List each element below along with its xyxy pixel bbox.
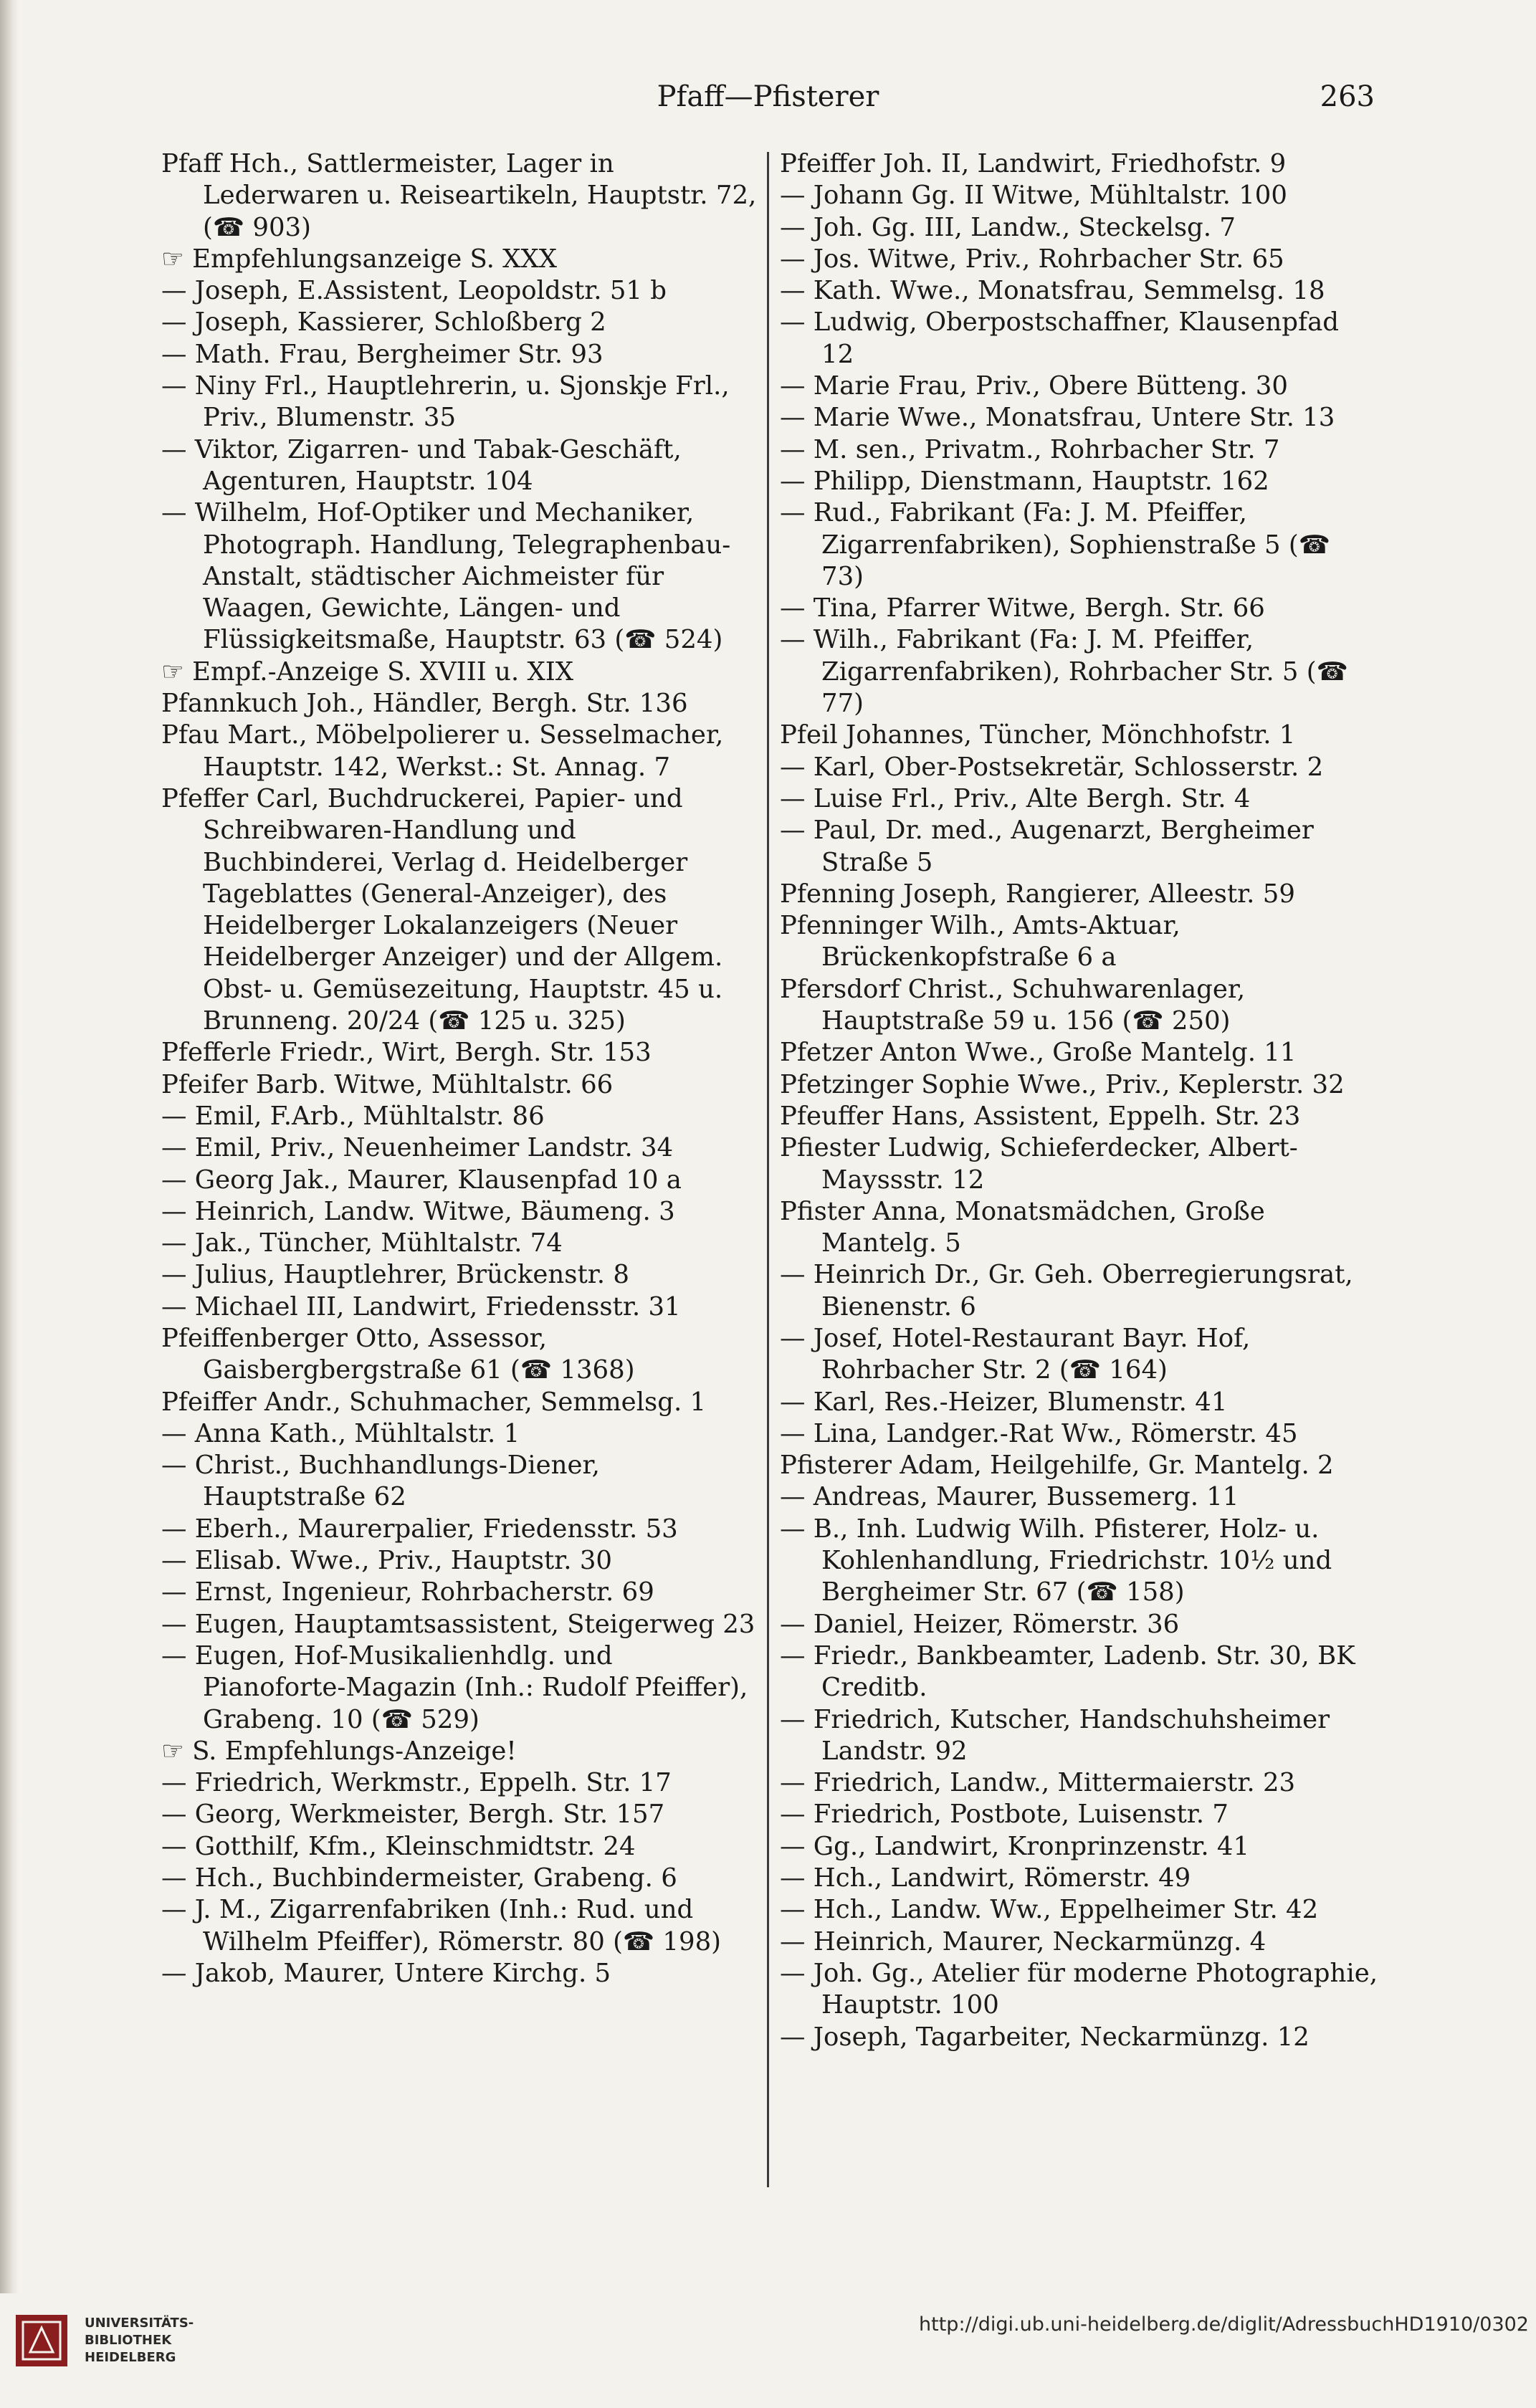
library-logo[interactable] [13, 2306, 386, 2378]
directory-entry: — Lina, Landger.-Rat Ww., Römerstr. 45 [780, 1418, 1298, 1448]
library-name-line2: BIBLIOTHEK [85, 2333, 172, 2348]
source-url[interactable]: http://digi.ub.uni-heidelberg.de/diglit/AdressbuchHD1910/0302 [919, 2313, 1529, 2336]
directory-entry: — Michael III, Landwirt, Friedensstr. 31 [161, 1291, 681, 1322]
directory-entry: — Ludwig, Oberpostschaffner, Klausenpfad 12 [780, 307, 1339, 369]
directory-entry: — Joseph, Kassierer, Schloßberg 2 [161, 307, 606, 338]
directory-entry: ☞ Empf.-Anzeige S. XVIII u. XIX [161, 656, 574, 687]
directory-entry: — Hch., Landwirt, Römerstr. 49 [780, 1863, 1191, 1893]
directory-entry: — Paul, Dr. med., Augenarzt, Bergheimer Straße 5 [780, 816, 1314, 877]
directory-entry: — Georg Jak., Maurer, Klausenpfad 10 a [161, 1165, 682, 1195]
directory-entry: — Wilhelm, Hof-Optiker und Mechaniker, Photograph. Handlung, Telegraphenbau-Anstalt, städtischer Aichmeister für Waagen, Gewichte, Längen- und Flüssigkeitsmaße, Hauptstr. 63 (☎ 524) [161, 498, 731, 655]
directory-entry: — Luise Frl., Priv., Alte Bergh. Str. 4 [780, 783, 1251, 813]
directory-entry: — Eugen, Hof-Musikalienhdlg. und Pianoforte-Magazin (Inh.: Rudolf Pfeiffer), Grabeng. 10 (☎ 529) [161, 1640, 748, 1734]
directory-entry: — Philipp, Dienstmann, Hauptstr. 162 [780, 466, 1269, 496]
directory-entry: — Viktor, Zigarren- und Tabak-Geschäft, Agenturen, Hauptstr. 104 [161, 434, 682, 496]
directory-entry: Pfefferle Friedr., Wirt, Bergh. Str. 153 [161, 1038, 652, 1068]
directory-entry: Pfisterer Adam, Heilgehilfe, Gr. Mantelg. 2 [780, 1451, 1334, 1481]
page-edge-shadow [0, 0, 19, 2293]
directory-entry: — Karl, Ober-Postsekretär, Schlosserstr. 2 [780, 752, 1324, 782]
directory-entry: — Rud., Fabrikant (Fa: J. M. Pfeiffer, Zigarrenfabriken), Sophienstraße 5 (☎ 73) [780, 498, 1330, 591]
directory-entry: — Josef, Hotel-Restaurant Bayr. Hof, Rohrbacher Str. 2 (☎ 164) [780, 1323, 1251, 1385]
directory-entry: ☞ Empfehlungsanzeige S. XXX [161, 244, 558, 274]
directory-entry: Pfersdorf Christ., Schuhwarenlager, Hauptstraße 59 u. 156 (☎ 250) [780, 974, 1246, 1036]
directory-entry: — Friedr., Bankbeamter, Ladenb. Str. 30, BK Creditb. [780, 1640, 1355, 1703]
directory-entry: Pfaff Hch., Sattlermeister, Lager in Lederwaren u. Reiseartikeln, Hauptstr. 72, (☎ 903) [161, 149, 757, 242]
directory-entry: — Friedrich, Werkmstr., Eppelh. Str. 17 [161, 1768, 672, 1798]
library-seal-icon [13, 2312, 70, 2369]
directory-entry: — Andreas, Maurer, Bussemerg. 11 [780, 1482, 1239, 1512]
directory-entry: — Hch., Buchbindermeister, Grabeng. 6 [161, 1863, 677, 1893]
directory-entry: ☞ S. Empfehlungs-Anzeige! [161, 1736, 517, 1766]
directory-entry: — Ernst, Ingenieur, Rohrbacherstr. 69 [161, 1577, 654, 1607]
directory-entry: — J. M., Zigarrenfabriken (Inh.: Rud. und Wilhelm Pfeiffer), Römerstr. 80 (☎ 198) [161, 1895, 722, 1956]
directory-entry: — Friedrich, Kutscher, Handschuhsheimer Landstr. 92 [780, 1704, 1330, 1766]
library-name-line3: HEIDELBERG [85, 2350, 176, 2365]
directory-entry: — Emil, F.Arb., Mühltalstr. 86 [161, 1101, 545, 1131]
directory-entry: — B., Inh. Ludwig Wilh. Pfisterer, Holz- u. Kohlenhandlung, Friedrichstr. 10½ und Bergheimer Str. 67 (☎ 158) [780, 1514, 1332, 1607]
directory-entry: Pfeiffer Andr., Schuhmacher, Semmelsg. 1 [161, 1387, 707, 1417]
directory-entry: — Friedrich, Postbote, Luisenstr. 7 [780, 1800, 1229, 1830]
directory-entry: — Wilh., Fabrikant (Fa: J. M. Pfeiffer, Zigarrenfabriken), Rohrbacher Str. 5 (☎ 77) [780, 625, 1348, 719]
directory-entry: — M. sen., Privatm., Rohrbacher Str. 7 [780, 434, 1280, 464]
directory-entry: — Marie Wwe., Monatsfrau, Untere Str. 13 [780, 403, 1335, 433]
directory-entry: — Tina, Pfarrer Witwe, Bergh. Str. 66 [780, 593, 1265, 624]
directory-entry: Pfannkuch Joh., Händler, Bergh. Str. 136 [161, 689, 688, 719]
directory-entry: — Math. Frau, Bergheimer Str. 93 [161, 339, 604, 369]
directory-entry: Pfeiffenberger Otto, Assessor, Gaisbergbergstraße 61 (☎ 1368) [161, 1323, 635, 1385]
directory-entry: — Hch., Landw. Ww., Eppelheimer Str. 42 [780, 1895, 1319, 1925]
directory-entry: — Julius, Hauptlehrer, Brückenstr. 8 [161, 1260, 629, 1290]
directory-entry: — Joseph, Tagarbeiter, Neckarmünzg. 12 [780, 2022, 1310, 2052]
directory-entry: — Elisab. Wwe., Priv., Hauptstr. 30 [161, 1546, 612, 1576]
directory-entry: — Anna Kath., Mühltalstr. 1 [161, 1418, 520, 1448]
directory-entry: — Heinrich, Landw. Witwe, Bäumeng. 3 [161, 1196, 675, 1226]
directory-entry: — Jak., Tüncher, Mühltalstr. 74 [161, 1228, 563, 1258]
directory-entry: — Emil, Priv., Neuenheimer Landstr. 34 [161, 1133, 674, 1163]
directory-entry: — Gotthilf, Kfm., Kleinschmidtstr. 24 [161, 1831, 636, 1861]
directory-entry: — Kath. Wwe., Monatsfrau, Semmelsg. 18 [780, 276, 1325, 306]
directory-entry: — Heinrich, Maurer, Neckarmünzg. 4 [780, 1926, 1267, 1956]
directory-entry: — Jakob, Maurer, Untere Kirchg. 5 [161, 1958, 611, 1988]
directory-entry: Pfiester Ludwig, Schieferdecker, Albert-Mayssstr. 12 [780, 1133, 1298, 1195]
directory-entry: Pfeuffer Hans, Assistent, Eppelh. Str. 23 [780, 1101, 1301, 1131]
directory-entry: — Joseph, E.Assistent, Leopoldstr. 51 b [161, 276, 667, 306]
directory-entry: — Niny Frl., Hauptlehrerin, u. Sjonskje Frl., Priv., Blumenstr. 35 [161, 371, 730, 433]
running-title: Pfaff—Pfisterer [657, 80, 879, 113]
directory-entry: — Friedrich, Landw., Mittermaierstr. 23 [780, 1768, 1296, 1798]
directory-entry: Pfetzer Anton Wwe., Große Mantelg. 11 [780, 1038, 1297, 1068]
directory-entry: — Eugen, Hauptamtsassistent, Steigerweg 23 [161, 1609, 755, 1639]
library-name-line1: UNIVERSITÄTS- [85, 2316, 194, 2331]
right-column [780, 148, 1378, 2053]
directory-entry: — Karl, Res.-Heizer, Blumenstr. 41 [780, 1387, 1228, 1417]
library-name [85, 2315, 194, 2366]
directory-entry: — Marie Frau, Priv., Obere Bütteng. 30 [780, 371, 1288, 401]
directory-entry: Pfenning Joseph, Rangierer, Alleestr. 59 [780, 879, 1295, 909]
page-header [161, 80, 1375, 123]
directory-entry: Pfister Anna, Monatsmädchen, Große Mantelg. 5 [780, 1196, 1265, 1258]
directory-entry: Pfau Mart., Möbelpolierer u. Sesselmacher, Hauptstr. 142, Werkst.: St. Annag. 7 [161, 720, 724, 782]
directory-entry: — Eberh., Maurerpalier, Friedensstr. 53 [161, 1514, 678, 1544]
page-number: 263 [1320, 80, 1375, 113]
directory-entry: — Joh. Gg., Atelier für moderne Photographie, Hauptstr. 100 [780, 1958, 1378, 2020]
left-column [161, 148, 760, 1989]
directory-entry: — Johann Gg. II Witwe, Mühltalstr. 100 [780, 181, 1287, 211]
directory-entry: — Christ., Buchhandlungs-Diener, Hauptstraße 62 [161, 1451, 600, 1512]
directory-entry: Pfeiffer Joh. II, Landwirt, Friedhofstr. 9 [780, 149, 1287, 178]
directory-entry: — Jos. Witwe, Priv., Rohrbacher Str. 65 [780, 244, 1284, 274]
directory-entry: Pfeffer Carl, Buchdruckerei, Papier- und Schreibwaren-Handlung und Buchbinderei, Verlag d. Heidelberger Tageblattes (General-Anzeiger), des Heidelberger Lokalanzeigers (Neuer Heidelberger Anzeiger) und der Allgem. Obst- u. Gemüsezeitung, Hauptstr. 45 u. Brunneng. 20/24 (☎ 125 u. 325) [161, 783, 723, 1036]
directory-entry: — Joh. Gg. III, Landw., Steckelsg. 7 [780, 212, 1236, 242]
directory-entry: — Heinrich Dr., Gr. Geh. Oberregierungsrat, Bienenstr. 6 [780, 1260, 1353, 1322]
directory-entry: Pfetzinger Sophie Wwe., Priv., Keplerstr. 32 [780, 1069, 1345, 1099]
directory-entry: — Daniel, Heizer, Römerstr. 36 [780, 1609, 1180, 1639]
directory-entry: Pfenninger Wilh., Amts-Aktuar, Brückenkopfstraße 6 a [780, 911, 1180, 973]
directory-entry: — Gg., Landwirt, Kronprinzenstr. 41 [780, 1831, 1250, 1861]
directory-entry: — Georg, Werkmeister, Bergh. Str. 157 [161, 1800, 665, 1830]
column-divider [767, 152, 769, 2187]
directory-entry: Pfeil Johannes, Tüncher, Mönchhofstr. 1 [780, 720, 1296, 750]
directory-entry: Pfeifer Barb. Witwe, Mühltalstr. 66 [161, 1069, 614, 1099]
